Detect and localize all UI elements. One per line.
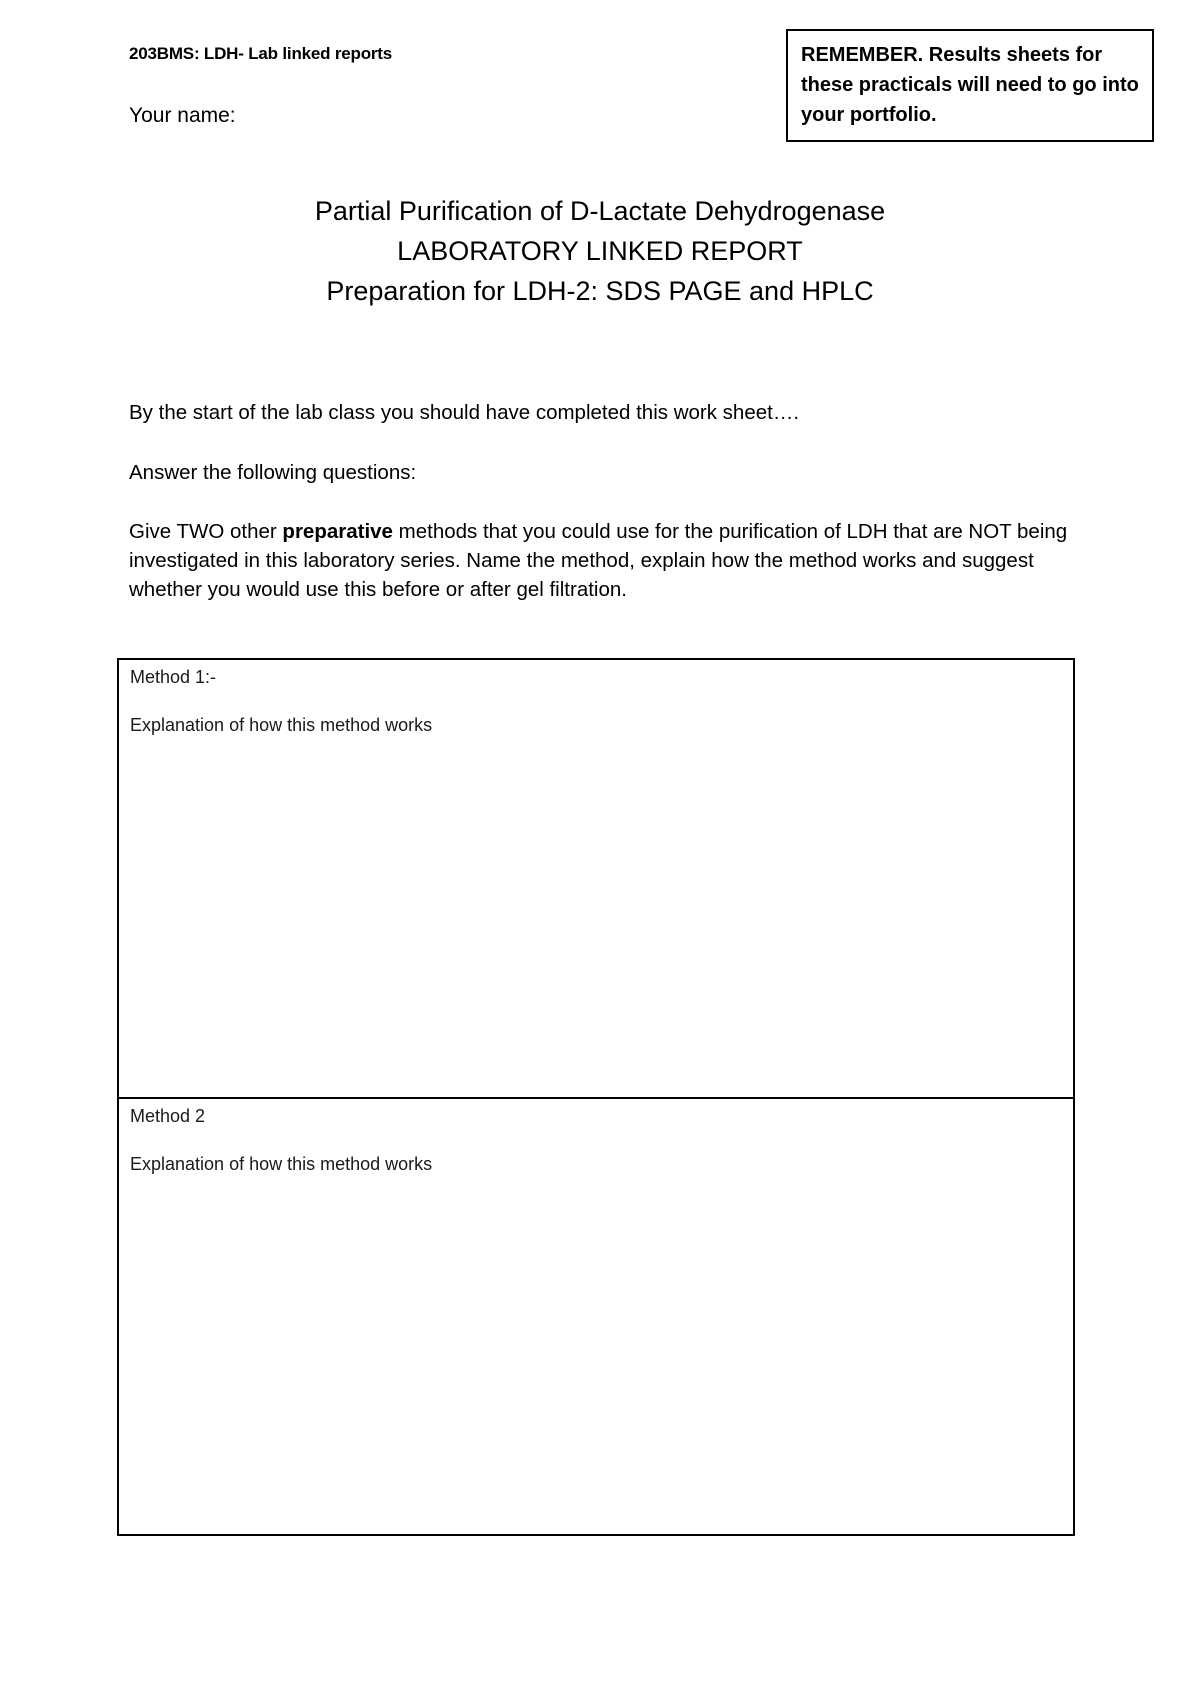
method-1-label: Method 1:- [130, 667, 217, 687]
method-2-answer-box[interactable] [119, 1097, 1073, 1534]
title-line-1: Partial Purification of D-Lactate Dehydrogenase [314, 196, 886, 226]
question-emphasis: preparative [282, 520, 393, 543]
reminder-box [786, 29, 1154, 142]
answer-prompt: Answer the following questions: [129, 461, 417, 484]
question-text [129, 517, 1089, 604]
course-code-header: 203BMS: LDH- Lab linked reports [129, 44, 393, 63]
method-1-answer-box[interactable] [119, 660, 1073, 1097]
title-line-3: Preparation for LDH-2: SDS PAGE and HPLC [326, 276, 874, 306]
intro-text: By the start of the lab class you should have completed this work sheet…. [129, 401, 800, 424]
reminder-lead: REMEMBER. [801, 44, 924, 66]
method-1-explanation-label: Explanation of how this method works [130, 715, 433, 735]
question-start: Give TWO other [129, 520, 283, 543]
answer-table [117, 658, 1075, 1536]
method-2-explanation-label: Explanation of how this method works [130, 1154, 433, 1174]
reminder-text: Results sheets for these practicals will need to go into your portfolio. [801, 44, 1139, 126]
document-title [0, 191, 1200, 311]
title-line-2: LABORATORY LINKED REPORT [397, 236, 803, 266]
your-name-label: Your name: [129, 104, 236, 127]
method-2-label: Method 2 [130, 1106, 206, 1126]
question-end: methods that you could use for the purification of LDH that are NOT being investigated in this laboratory series. Name the method, explain how the method works and suggest whether you would use this before or after gel filtration. [129, 520, 1068, 601]
